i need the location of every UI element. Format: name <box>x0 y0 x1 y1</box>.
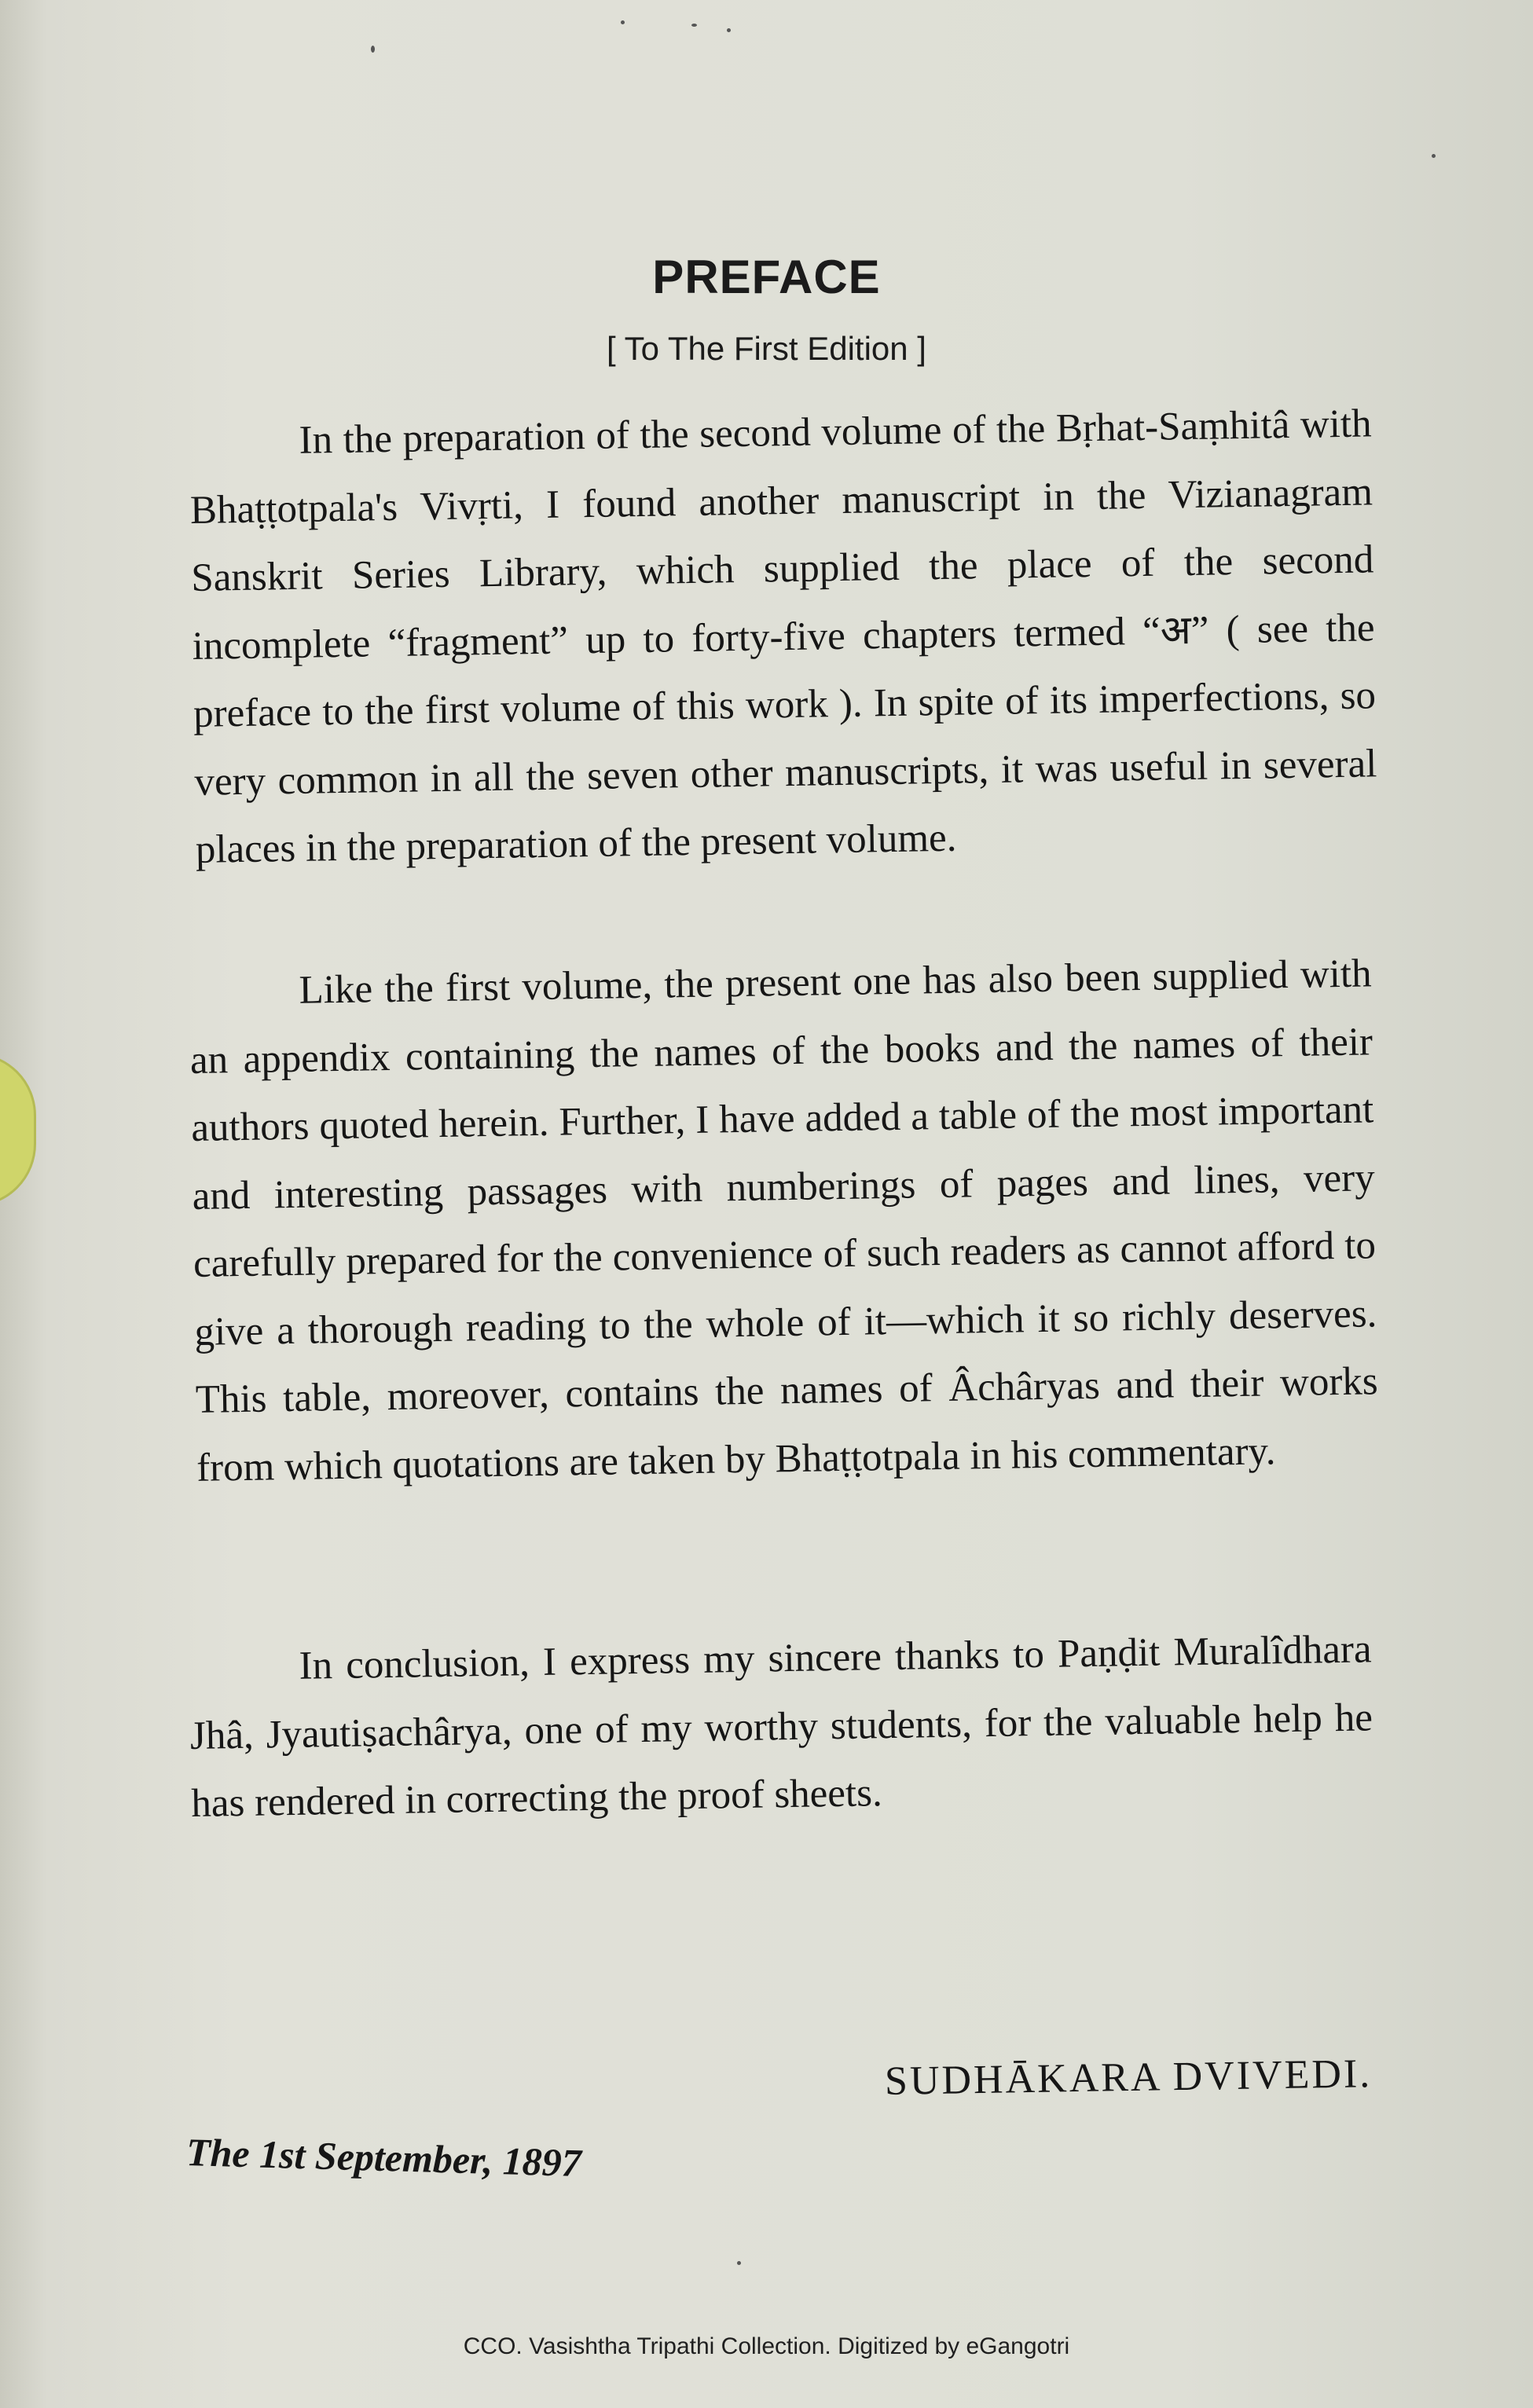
page-tab-marker <box>0 1053 36 1207</box>
page-speck <box>737 2261 741 2265</box>
paragraph-3: In conclusion, I express my sincere thanks to Paṇḍit Muralîdhara Jhâ, Jyautiṣachârya, one of my worthy students, for the valuable help he has rendered in correcting the proof sheets. <box>189 1627 1373 1826</box>
page-speck <box>621 20 625 24</box>
page-subtitle: [ To The First Edition ] <box>607 330 926 367</box>
preface-date: The 1st September, 1897 <box>185 2129 582 2186</box>
page-speck <box>1432 154 1436 158</box>
digitization-footer: CCO. Vasishtha Tripathi Collection. Digitized by eGangotri <box>463 2333 1070 2359</box>
page-speck <box>727 28 731 32</box>
author-signature: SUDHĀKARA DVIVEDI. <box>884 2051 1373 2104</box>
paragraph-2: Like the first volume, the present one has also been supplied with an appendix containing the names of the books and the names of their authors quoted herein. Further, I have added a table of the most important and interesting passages with numberings of pages and lines, very carefully prepared for the convenience of such readers as cannot afford to give a thorough reading to the whole of it—which it so richly deserves. This table, moreover, contains the names of Âchâryas and their works from which quotations are taken by Bhaṭṭotpala in his commentary. <box>189 951 1379 1490</box>
page-speck <box>691 24 697 27</box>
page-speck <box>371 46 375 53</box>
paragraph-1: In the preparation of the second volume of the Bṛhat-Saṃhitâ with Bhaṭṭotpala's Vivṛti, I found another manuscript in the Vizianagram Sanskrit Series Library, which supplied the place of the second incomplete “fragment” up to forty-five chapters termed “अ” ( see the preface to the first volume of this work ). In spite of its imperfections, so very common in all the seven other manuscripts, it was useful in several places in the preparation of the present volume. <box>189 401 1377 872</box>
page-title: PREFACE <box>652 251 881 303</box>
